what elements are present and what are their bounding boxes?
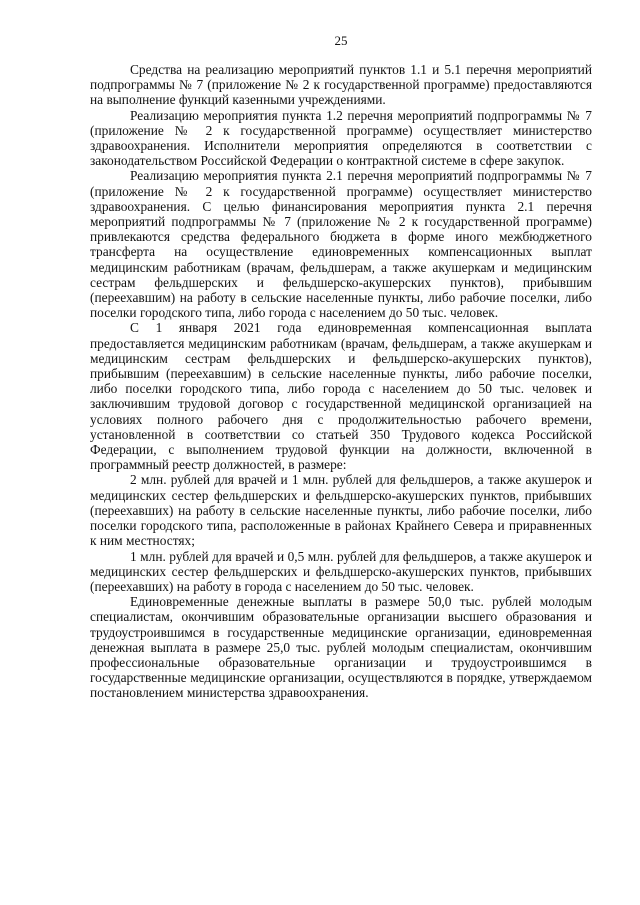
document-page (90, 0, 592, 905)
paragraph-point-2-1: Реализацию мероприятия пункта 2.1 перечня мероприятий подпрограммы № 7 (приложение № 2 к государственной программе) осуществляет министерство здравоохранения. С целью финансирования мероприятия пункта 2.1 перечня мероприятий подпрограммы № 7 (приложение № 2 к государственной программе) привлекаются средства федерального бюджета в форме иного межбюджетного трансферта на осуществление единовременных компенсационных выплат медицинским работникам (врачам, фельдшерам, а также акушеркам и медицинским сестрам фельдшерских и фельдшерско-акушерских пунктов), прибывшим (переехавшим) на работу в сельские населенные пункты, либо рабочие поселки, либо поселки городского типа, либо города с населением до 50 тыс. человек. (90, 168, 592, 321)
paragraph-point-1-2: Реализацию мероприятия пункта 1.2 перечня мероприятий подпрограммы № 7 (приложение № 2 к государственной программе) осуществляет министерство здравоохранения. Исполнители мероприятия определяются в соответствии с законодательством Российской Федерации о контрактной системе в сфере закупок. (90, 107, 592, 169)
paragraph-young-specialists: Единовременные денежные выплаты в размере 50,0 тыс. рублей молодым специалистам, окончившим образовательные организации высшего образования и трудоустроившимся в государственные медицинские организации, единовременная денежная выплата в размере 25,0 тыс. рублей молодым специалистам, окончившим профессиональные образовательные организации и трудоустроившимся в государственные медицинские организации, осуществляются в порядке, утверждаемом постановлением министерства здравоохранения. (90, 594, 592, 701)
page-number: 25 (334, 33, 348, 48)
paragraph-amount-far-north: 2 млн. рублей для врачей и 1 млн. рублей для фельдшеров, а также акушерок и медицинских сестер фельдшерских и фельдшерско-акушерских пунктов, прибывших (переехавших) на работу в сельские населенные пункты, либо рабочие поселки, либо поселки городского типа, расположенные в районах Крайнего Севера и приравненных к ним местностях; (90, 472, 592, 549)
paragraph-funding-kazennye: Средства на реализацию мероприятий пунктов 1.1 и 5.1 перечня мероприятий подпрограммы № 7 (приложение № 2 к государственной программе) предоставляются на выполнение функций казенными учреждениями. (90, 62, 592, 108)
paragraph-amount-cities: 1 млн. рублей для врачей и 0,5 млн. рублей для фельдшеров, а также акушерок и медицинских сестер фельдшерских и фельдшерско-акушерских пунктов, прибывших (переехавших) на работу в города с населением до 50 тыс. человек. (90, 548, 592, 594)
paragraph-since-2021: С 1 января 2021 года единовременная компенсационная выплата предоставляется медицинским работникам (врачам, фельдшерам, а также акушеркам и медицинским сестрам фельдшерских и фельдшерско-акушерских пунктов), прибывшим (переехавшим) в сельские населенные пункты, либо рабочие поселки, либо поселки городского типа, либо города с населением до 50 тыс. человек и заключившим трудовой договор с государственной медицинской организацией на условиях полного рабочего дня с продолжительностью рабочего времени, установленной в соответствии со статьей 350 Трудового кодекса Российской Федерации, с выполнением трудовой функции на должности, включенной в программный реестр должностей, в размере: (90, 320, 592, 473)
document-body (90, 62, 592, 701)
